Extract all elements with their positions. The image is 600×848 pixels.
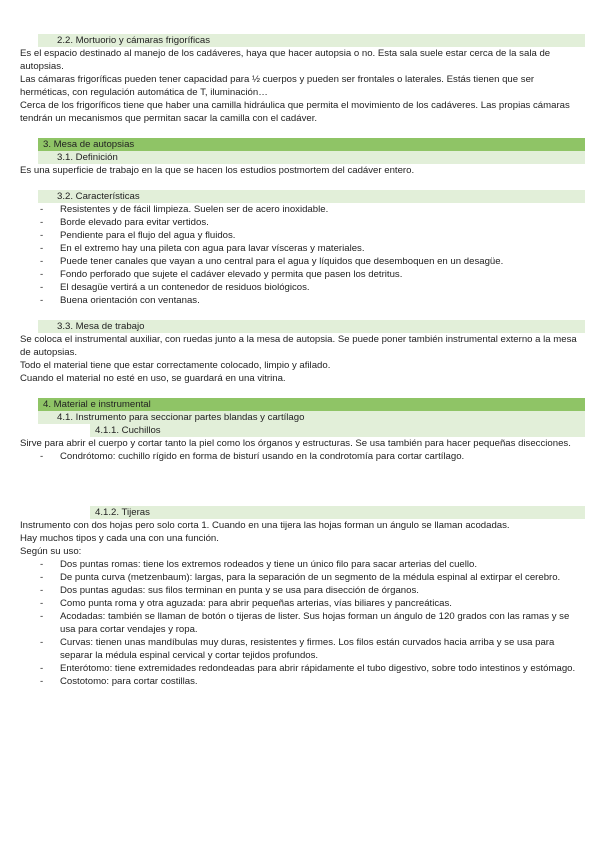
section-heading-3-3: 3.3. Mesa de trabajo xyxy=(38,320,585,333)
paragraph: Según su uso: xyxy=(20,546,82,557)
paragraph: Las cámaras frigoríficas pueden tener capacidad para ½ cuerpos y pueden ser frontales o laterales. Estás tienen que ser herméticas, con regulación automática de T, iluminación… xyxy=(20,74,535,98)
list-item: - De punta curva (metzenbaum): largas, para la separación de un segmento de la médula espinal al extirpar el cerebro. xyxy=(20,571,580,584)
knives-list xyxy=(20,450,580,463)
paragraph: Cuando el material no esté en uso, se guardará en una vitrina. xyxy=(20,373,286,384)
spacer xyxy=(20,385,580,398)
section-heading-3-2: 3.2. Características xyxy=(38,190,585,203)
characteristics-list xyxy=(20,203,580,307)
paragraph: Es una superficie de trabajo en la que se hacen los estudios postmortem del cadáver entero. xyxy=(20,165,415,176)
list-item: - Costotomo: para cortar costillas. xyxy=(20,675,580,688)
section-heading-4: 4. Material e instrumental xyxy=(38,398,585,411)
list-item: - Puede tener canales que vayan a uno central para el agua y líquidos que desemboquen en un desagüe. xyxy=(20,255,580,268)
paragraph: Instrumento con dos hojas pero solo corta 1. Cuando en una tijera las hojas forman un ángulo se llaman acodadas. xyxy=(20,520,510,531)
scissors-list xyxy=(20,558,580,688)
list-item: - En el extremo hay una pileta con agua para lavar vísceras y materiales. xyxy=(20,242,580,255)
spacer xyxy=(20,125,580,138)
list-item: - Pendiente para el flujo del agua y fluidos. xyxy=(20,229,580,242)
spacer xyxy=(20,307,580,320)
section-heading-2-2: 2.2. Mortuorio y cámaras frigoríficas xyxy=(38,34,585,47)
list-item: - Resistentes y de fácil limpieza. Suelen ser de acero inoxidable. xyxy=(20,203,580,216)
list-item: - Como punta roma y otra aguzada: para abrir pequeñas arterias, vías biliares y pancreáticas. xyxy=(20,597,580,610)
paragraph: Hay muchos tipos y cada una con una función. xyxy=(20,533,219,544)
paragraph: Todo el material tiene que estar correctamente colocado, limpio y afilado. xyxy=(20,360,331,371)
list-item: - Enterótomo: tiene extremidades redondeadas para abrir rápidamente el tubo digestivo, sobre todo intestinos y estómago. xyxy=(20,662,580,675)
section-heading-4-1: 4.1. Instrumento para seccionar partes blandas y cartílago xyxy=(38,411,585,424)
section-heading-3: 3. Mesa de autopsias xyxy=(38,138,585,151)
spacer xyxy=(20,463,580,506)
list-item: - Acodadas: también se llaman de botón o tijeras de lister. Sus hojas forman un ángulo de 120 grados con las ramas y se usa para cortar vendajes y ropa. xyxy=(20,610,580,636)
paragraph: Es el espacio destinado al manejo de los cadáveres, haya que hacer autopsia o no. Esta sala suele estar cerca de la sala de autopsias. xyxy=(20,48,551,72)
list-item: - Dos puntas agudas: sus filos terminan en punta y se usa para disección de órganos. xyxy=(20,584,580,597)
list-item: - Dos puntas romas: tiene los extremos rodeados y tiene un único filo para sacar arterias del cuello. xyxy=(20,558,580,571)
paragraph: Sirve para abrir el cuerpo y cortar tanto la piel como los órganos y estructuras. Se usa también para hacer pequeñas disecciones. xyxy=(20,438,571,449)
list-item: - El desagüe vertirá a un contenedor de residuos biológicos. xyxy=(20,281,580,294)
spacer xyxy=(20,177,580,190)
list-item: - Curvas: tienen unas mandíbulas muy duras, resistentes y firmes. Los filos están curvados hacia arriba y se usa para separar la médula espinal cervical y cortar tejidos profundos. xyxy=(20,636,580,662)
section-heading-3-1: 3.1. Definición xyxy=(38,151,585,164)
section-heading-4-1-2: 4.1.2. Tijeras xyxy=(90,506,585,519)
list-item: - Borde elevado para evitar vertidos. xyxy=(20,216,580,229)
list-item: - Condrótomo: cuchillo rígido en forma de bisturí usando en la condrotomía para cortar cartílago. xyxy=(20,450,580,463)
paragraph: Cerca de los frigoríficos tiene que haber una camilla hidráulica que permita el movimiento de los cadáveres. Las propias cámaras tendrán un mecanismos que permitan sacar la camilla con el cadáver. xyxy=(20,100,570,124)
list-item: - Fondo perforado que sujete el cadáver elevado y permita que pasen los detritus. xyxy=(20,268,580,281)
paragraph: Se coloca el instrumental auxiliar, con ruedas junto a la mesa de autopsia. Se puede poner también instrumental externo a la mesa de autopsias. xyxy=(20,334,577,358)
list-item: - Buena orientación con ventanas. xyxy=(20,294,580,307)
document-content xyxy=(20,34,580,688)
section-heading-4-1-1: 4.1.1. Cuchillos xyxy=(90,424,585,437)
